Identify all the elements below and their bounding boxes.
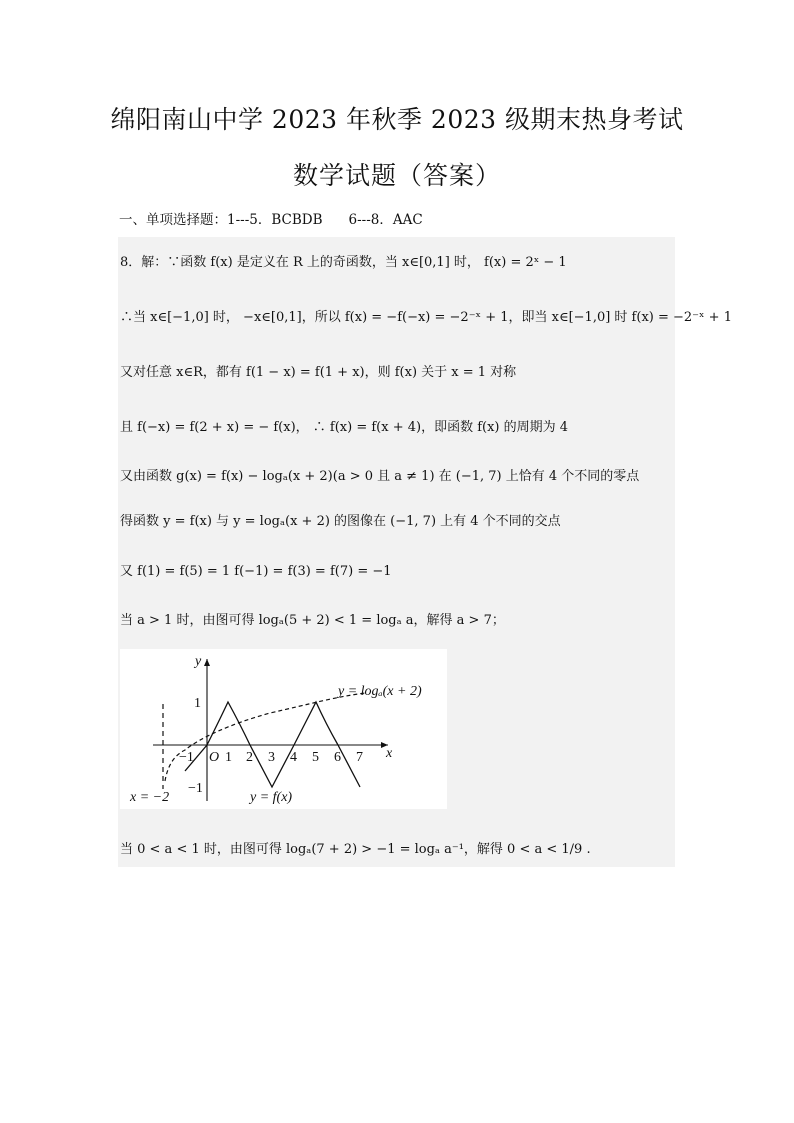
exam-subtitle: 数学试题（答案） (292, 161, 501, 190)
x-tick-4: 4 (290, 750, 297, 765)
x-tick-neg1: −1 (179, 750, 194, 765)
x-tick-2: 2 (246, 750, 253, 765)
solution-line-3: 又对任意 x∈R，都有 f(1 − x) = f(1 + x)，则 f(x) 关于 x = 1 对称 (120, 365, 517, 380)
y-axis-label: y (195, 654, 202, 669)
log-curve-label: y = logₐ(x + 2) (338, 684, 422, 699)
x-tick-6: 6 (334, 750, 341, 765)
x-tick-1: 1 (225, 750, 232, 765)
asymptote-label: x = −2 (130, 790, 170, 805)
mc-answers-1-5: 1---5．BCBDB (227, 212, 323, 228)
f-curve-label: y = f(x) (250, 790, 293, 805)
solution-line-7: 又 f(1) = f(5) = 1 f(−1) = f(3) = f(7) = −1 (120, 564, 392, 579)
solution-line-4: 且 f(−x) = f(2 + x) = − f(x)， ∴ f(x) = f(x + 4)，即函数 f(x) 的周期为 4 (120, 420, 569, 435)
solution-line-6: 得函数 y = f(x) 与 y = logₐ(x + 2) 的图像在 (−1, 7) 上有 4 个不同的交点 (120, 514, 561, 529)
x-axis-label: x (386, 746, 393, 761)
x-tick-3: 3 (268, 750, 275, 765)
y-tick-1: 1 (194, 696, 201, 711)
graph-svg (120, 649, 447, 809)
mc-label: 一、单项选择题： (119, 212, 227, 228)
solution-line-1: 8．解：∵函数 f(x) 是定义在 R 上的奇函数，当 x∈[0,1] 时， f(x) = 2ˣ − 1 (120, 255, 567, 270)
exam-title: 绵阳南山中学 2023 年秋季 2023 级期末热身考试 (110, 105, 684, 134)
origin-label: O (209, 750, 220, 765)
mc-answers-6-8: 6---8．AAC (348, 212, 423, 228)
y-axis-arrow (204, 659, 210, 666)
y-tick-neg1: −1 (188, 781, 203, 796)
function-graph (120, 649, 447, 809)
solution-line-9: 当 0 < a < 1 时，由图可得 logₐ(7 + 2) > −1 = logₐ a⁻¹，解得 0 < a < 1/9 . (120, 842, 591, 857)
x-tick-5: 5 (312, 750, 319, 765)
multiple-choice-answers (119, 208, 423, 228)
solution-line-8: 当 a > 1 时，由图可得 logₐ(5 + 2) < 1 = logₐ a，解得 a > 7； (120, 613, 505, 628)
solution-line-2: ∴当 x∈[−1,0] 时， −x∈[0,1]，所以 f(x) = −f(−x) = −2⁻ˣ + 1，即当 x∈[−1,0] 时 f(x) = −2⁻ˣ + 1 (120, 310, 732, 325)
solution-line-5: 又由函数 g(x) = f(x) − logₐ(x + 2)(a > 0 且 a ≠ 1) 在 (−1, 7) 上恰有 4 个不同的零点 (120, 469, 640, 484)
x-tick-7: 7 (356, 750, 363, 765)
